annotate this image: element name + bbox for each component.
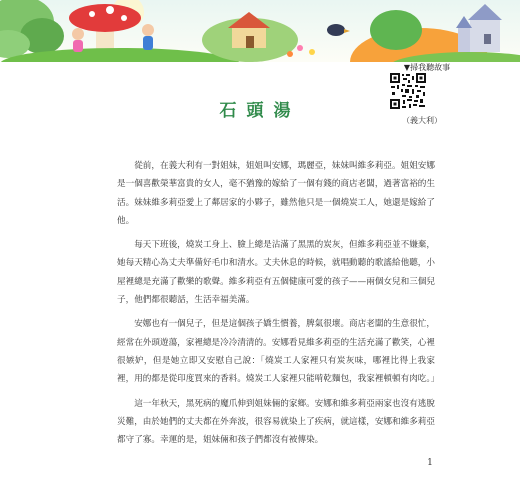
paragraph: 從前，在義大利有一對姐妹，姐姐叫安娜，瑪麗亞，妹妹叫維多莉亞。姐姐安娜是一個喜歡榮華富貴的女人，毫不猶豫的嫁給了一個有錢的商店老闆，過著富裕的生活。妹妹維多莉亞愛上了鄰居家的小夥子，雖然他只是一個燒炭工人，她還是嫁給了他。 <box>117 161 435 226</box>
paragraph: 每天下班後，燒炭工身上、臉上總是沾滿了黑黑的炭灰，但維多莉亞並不嫌棄，她每天精心為丈夫準備好毛巾和清水。丈夫休息的時候，就唱動聽的歌謠給他聽，小屋裡總是充滿了歡樂的歌聲。維多莉亞有五個健康可愛的孩子——兩個女兒和三個兒子，他們都很聽話，生活幸福美滿。 <box>117 240 435 306</box>
paragraph: 這一年秋天，黑死病的魔爪伸到姐妹倆的家鄉。安娜和維多莉亞兩家也沒有逃脫災難，由於她們的丈夫都在外奔波，很容易就染上了疾病，就這樣，安娜和維多莉亞都守了寡。幸運的是，姐妹倆和孩子們都沒有被傳染。 <box>117 398 435 446</box>
paragraph: 安娜也有一個兒子，但是這個孩子嬌生慣養，脾氣很壞。商店老闆的生意很忙，經常在外頭遊蕩，家裡總是冷冷清清的。安娜看見維多莉亞的生活充滿了歡笑，心裡很嫉妒，但是她立即又安慰自己說：「燒炭工人家裡只有炭灰味，哪裡比得上我家裡，用的都是從印度買來的香料。燒炭工人家裡只能啃乾麵包，我家裡頓頓有肉吃。」 <box>117 319 440 385</box>
story-origin: （義大利） <box>402 116 442 125</box>
story-body <box>117 157 440 455</box>
page-number: 1 <box>427 458 433 468</box>
qr-code-icon[interactable] <box>389 72 427 110</box>
fairy-tale-illustration <box>0 0 520 62</box>
illustration-banner <box>0 0 520 62</box>
story-title: 石頭湯 <box>219 101 301 121</box>
qr-caption: ▼掃我聽故事 <box>403 63 451 72</box>
